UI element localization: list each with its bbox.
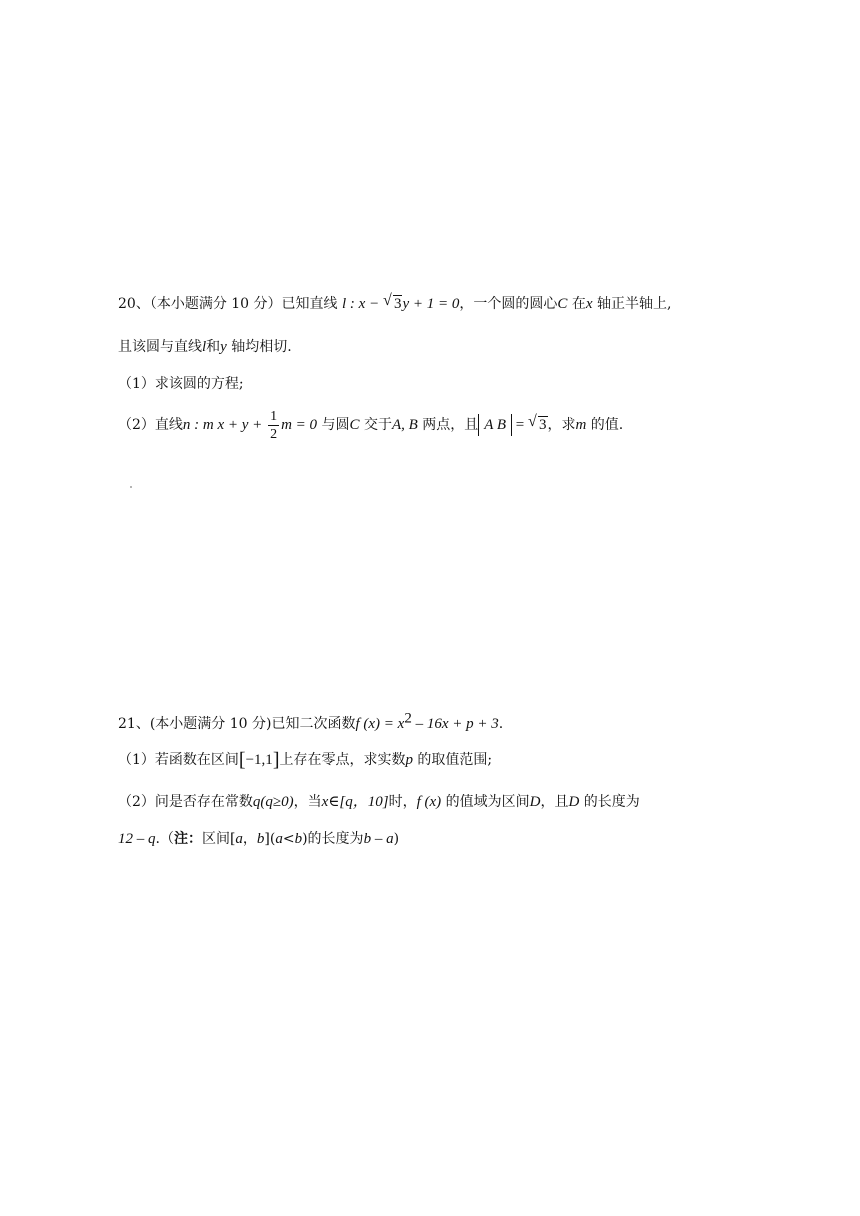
points-A-B: A, B bbox=[391, 417, 418, 433]
line-l-name: l bbox=[342, 296, 347, 312]
q20-text-3: 轴正半轴上, bbox=[592, 296, 672, 312]
note-text-b: ， bbox=[242, 831, 257, 847]
q21-last-text-b: .（ bbox=[155, 831, 174, 847]
b-var-2: b bbox=[294, 831, 303, 847]
equals-sign: = bbox=[512, 417, 529, 433]
abs-AB: A B bbox=[478, 414, 512, 436]
center-C: C bbox=[557, 296, 568, 312]
f-def-a: f (x) = x bbox=[355, 716, 405, 732]
D-var: D bbox=[529, 794, 541, 810]
q21-part2-text-c: 时， bbox=[388, 794, 417, 810]
q21-part1-text-b: 上存在零点，求实数 bbox=[279, 752, 406, 768]
length-expr: b – a bbox=[363, 831, 394, 847]
q20-part2-text-b: 与圆 bbox=[317, 417, 350, 433]
q20-part2-text-f: 的值. bbox=[586, 417, 624, 433]
fraction-numerator: 1 bbox=[270, 408, 278, 424]
q21-part2-text-e: ，且 bbox=[540, 794, 569, 810]
q21-part2-text-b: ，当 bbox=[293, 794, 322, 810]
x-var: x bbox=[585, 296, 593, 312]
q20-text-2: 在 bbox=[567, 296, 586, 312]
q21-number: 21、 bbox=[118, 716, 150, 732]
q20-line2-text-c: 轴均相切. bbox=[226, 339, 292, 355]
fraction-denominator: 2 bbox=[270, 426, 278, 442]
f-of-x: f (x) bbox=[416, 794, 442, 810]
note-text-e: )的长度为 bbox=[302, 831, 364, 847]
interval-values: −1,1 bbox=[245, 752, 273, 768]
note-close: ) bbox=[393, 831, 400, 847]
note-text-a: 区间[ bbox=[201, 831, 236, 847]
q20-line-2 bbox=[118, 337, 292, 357]
D-var-2: D bbox=[568, 794, 580, 810]
q21-header: (本小题满分 10 分)已知二次函数 bbox=[149, 716, 356, 732]
q20-part-1 bbox=[118, 374, 244, 394]
left-bracket-icon: [ bbox=[238, 749, 246, 771]
sqrt-3: √ 3 bbox=[382, 292, 402, 312]
q21-line-last bbox=[118, 829, 399, 849]
q21-part1-text-a: （1）若函数在区间 bbox=[118, 752, 239, 768]
p-var: p bbox=[405, 752, 413, 768]
stray-mark bbox=[130, 486, 132, 488]
line-l-eq-b: y + 1 = 0 bbox=[402, 296, 460, 312]
q21-part-2 bbox=[118, 792, 640, 812]
q20-line2-text-b: 和 bbox=[206, 339, 221, 355]
line-l-ref: l bbox=[202, 339, 207, 355]
q21-part1-text-c: 的取值范围; bbox=[412, 752, 493, 768]
line-n-eq: n : m x + y + bbox=[182, 417, 267, 433]
twelve-minus-q: 12 – q bbox=[118, 831, 156, 847]
note-text-d: < bbox=[282, 831, 295, 847]
a-var: a bbox=[235, 831, 243, 847]
square-exponent: 2 bbox=[404, 710, 412, 727]
q21-part2-text-f: 的长度为 bbox=[579, 794, 640, 810]
q21-part-1 bbox=[118, 747, 492, 773]
q20-part2-text-a: （2）直线 bbox=[118, 417, 183, 433]
q20-part-1-text: （1）求该圆的方程; bbox=[118, 376, 244, 392]
q20-text-1: ，一个圆的圆心 bbox=[459, 296, 558, 312]
right-bracket-icon: ] bbox=[272, 749, 280, 771]
line-l-eq-a: : x − bbox=[346, 296, 383, 312]
q21-part2-text-d: 的值域为区间 bbox=[441, 794, 530, 810]
q20-header: （本小题满分 10 分）已知直线 bbox=[149, 296, 338, 312]
x-domain: x∈[q，10] bbox=[321, 794, 389, 810]
note-label: 注： bbox=[173, 831, 202, 847]
b-var: b bbox=[256, 831, 265, 847]
q20-part-2 bbox=[118, 407, 623, 443]
q20-part2-text-d: 两点，且 bbox=[417, 417, 479, 433]
f-def-b: – 16x + p + 3 bbox=[411, 716, 499, 732]
a-var-2: a bbox=[275, 831, 283, 847]
sqrt-sign-icon: √ bbox=[382, 292, 392, 309]
q20-number: 20、 bbox=[118, 296, 150, 312]
q-condition: q(q≥0) bbox=[252, 794, 294, 810]
q20-line2-text-a: 且该圆与直线 bbox=[118, 339, 202, 355]
sqrt-3-b: √ 3 bbox=[528, 407, 548, 443]
line-n-eq-end: m = 0 bbox=[281, 417, 318, 433]
fraction-one-half bbox=[268, 408, 279, 443]
y-var: y bbox=[220, 339, 227, 355]
circle-C-ref: C bbox=[349, 417, 360, 433]
m-var: m bbox=[575, 417, 587, 433]
q20-part2-text-c: 交于 bbox=[359, 417, 392, 433]
q21-line-1 bbox=[118, 710, 504, 734]
note-text-c: ]( bbox=[264, 831, 276, 847]
sqrt-sign-icon: √ bbox=[528, 413, 537, 430]
q21-part2-text-a: （2）问是否存在常数 bbox=[118, 794, 253, 810]
q21-period: . bbox=[498, 716, 504, 732]
q20-part2-text-e: ，求 bbox=[547, 417, 576, 433]
q20-line-1 bbox=[118, 294, 671, 314]
